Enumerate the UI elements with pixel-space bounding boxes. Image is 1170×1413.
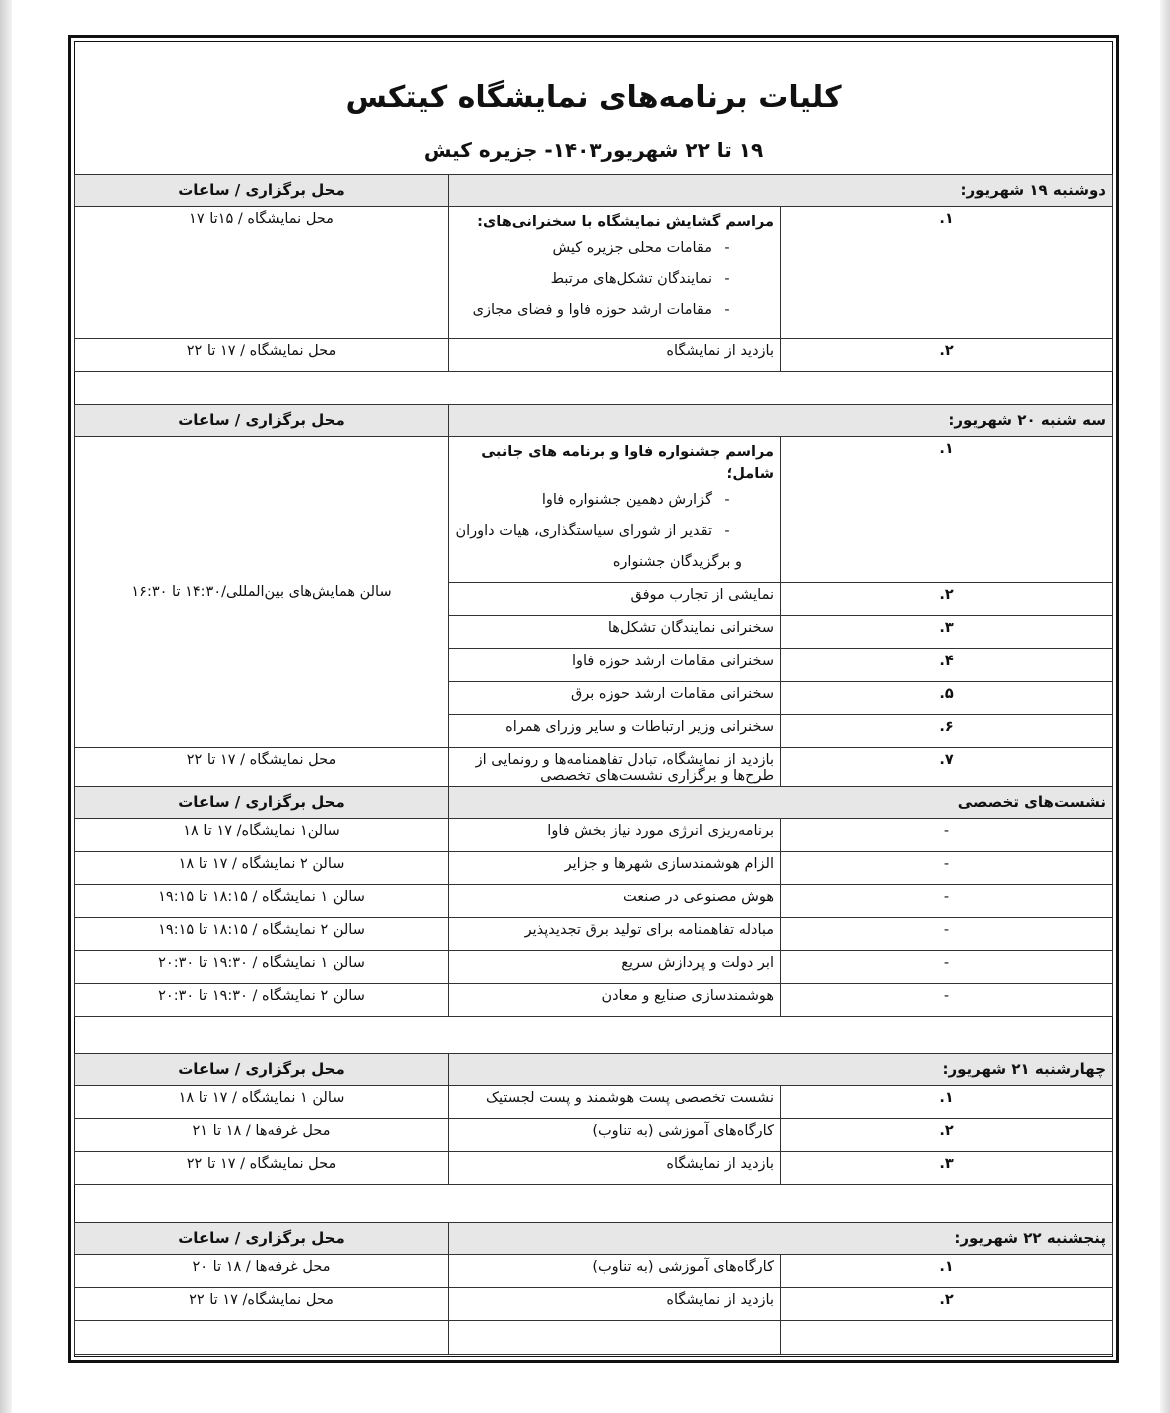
page-shadow-left bbox=[0, 0, 12, 1413]
day3-header-row bbox=[75, 1054, 1113, 1086]
item-description bbox=[449, 207, 781, 339]
item-description: بازدید از نمایشگاه، تبادل تفاهمنامه‌ها و رونمایی از طرح‌ها و برگزاری نشست‌های تخصصی bbox=[449, 748, 781, 794]
item-location: محل غرفه‌ها / ۱۸ تا ۲۰ bbox=[75, 1255, 449, 1288]
item-location: محل نمایشگاه / ۱۷ تا ۲۲ bbox=[75, 1152, 449, 1185]
page-shadow-right bbox=[1160, 0, 1170, 1413]
day3-heading: چهارشنبه ۲۱ شهریور: bbox=[449, 1054, 1113, 1086]
bullet-dash: - bbox=[781, 951, 1113, 984]
table-row bbox=[75, 918, 1113, 951]
session-location: سالن۱ نمایشگاه/ ۱۷ تا ۱۸ bbox=[75, 819, 449, 852]
item-location: محل نمایشگاه / ۱۵تا ۱۷ bbox=[75, 207, 449, 339]
item-location: محل نمایشگاه / ۱۷ تا ۲۲ bbox=[75, 339, 449, 372]
item-description: سخنرانی وزیر ارتباطات و سایر وزرای همراه bbox=[449, 715, 781, 748]
day2-header-row bbox=[75, 405, 1113, 437]
empty-cell bbox=[449, 1321, 781, 1355]
item-description: بازدید از نمایشگاه bbox=[449, 1152, 781, 1185]
item-description: کارگاه‌های آموزشی (به تناوب) bbox=[449, 1255, 781, 1288]
bullet-dash: - bbox=[781, 918, 1113, 951]
list-item: -گزارش دهمین جشنواره فاوا bbox=[541, 492, 730, 508]
item-number: ۵. bbox=[781, 682, 1113, 715]
table-row bbox=[75, 1255, 1113, 1288]
item-description: نشست تخصصی پست هوشمند و پست لجستیک bbox=[449, 1086, 781, 1119]
table-row bbox=[75, 437, 1113, 583]
bullet-dash: - bbox=[781, 819, 1113, 852]
table-row bbox=[75, 984, 1113, 1017]
table-row bbox=[75, 885, 1113, 918]
document-frame bbox=[68, 35, 1119, 1363]
item-number: ۱. bbox=[781, 207, 1113, 339]
empty-cell bbox=[75, 1321, 449, 1355]
sessions-heading: نشست‌های تخصصی bbox=[449, 787, 1113, 819]
location-header: محل برگزاری / ساعات bbox=[75, 787, 449, 819]
item-number: ۳. bbox=[781, 1152, 1113, 1185]
table-row bbox=[75, 1152, 1113, 1185]
table-row bbox=[75, 951, 1113, 984]
location-header: محل برگزاری / ساعات bbox=[75, 405, 449, 437]
table-row bbox=[75, 1288, 1113, 1321]
session-location: سالن ۲ نمایشگاه / ۱۸:۱۵ تا ۱۹:۱۵ bbox=[75, 918, 449, 951]
table-row bbox=[75, 1086, 1113, 1119]
item-number: ۴. bbox=[781, 649, 1113, 682]
item-number: ۲. bbox=[781, 583, 1113, 616]
table-row bbox=[75, 207, 1113, 339]
item-description: بازدید از نمایشگاه bbox=[449, 339, 781, 372]
list-item: -مقامات ارشد حوزه فاوا و فضای مجازی bbox=[472, 302, 730, 318]
day1-heading: دوشنبه ۱۹ شهریور: bbox=[449, 175, 1113, 207]
item-location: محل نمایشگاه/ ۱۷ تا ۲۲ bbox=[75, 1288, 449, 1321]
shared-location: سالن همایش‌های بین‌المللی/۱۴:۳۰ تا ۱۶:۳۰ bbox=[75, 437, 449, 748]
session-title: مبادله تفاهمنامه برای تولید برق تجدیدپذیر bbox=[449, 918, 781, 951]
session-location: سالن ۱ نمایشگاه / ۱۸:۱۵ تا ۱۹:۱۵ bbox=[75, 885, 449, 918]
document-subtitle: ۱۹ تا ۲۲ شهریور۱۴۰۳- جزیره کیش bbox=[423, 138, 764, 162]
list-item: -مقامات محلی جزیره کیش bbox=[552, 240, 730, 256]
table-row bbox=[75, 852, 1113, 885]
bullet-dash: - bbox=[781, 885, 1113, 918]
session-location: سالن ۱ نمایشگاه / ۱۹:۳۰ تا ۲۰:۳۰ bbox=[75, 951, 449, 984]
item-number: ۲. bbox=[781, 1288, 1113, 1321]
table-row bbox=[75, 1119, 1113, 1152]
item-description: سخنرانی نمایندگان تشکل‌ها bbox=[449, 616, 781, 649]
item-number: ۳. bbox=[781, 616, 1113, 649]
item-location: محل غرفه‌ها / ۱۸ تا ۲۱ bbox=[75, 1119, 449, 1152]
item-description: بازدید از نمایشگاه bbox=[449, 1288, 781, 1321]
session-title: الزام هوشمندسازی شهرها و جزایر bbox=[449, 852, 781, 885]
session-title: هوش مصنوعی در صنعت bbox=[449, 885, 781, 918]
day1-table bbox=[74, 174, 1113, 372]
item-number: ۱. bbox=[781, 1255, 1113, 1288]
day2-heading: سه شنبه ۲۰ شهریور: bbox=[449, 405, 1113, 437]
item-number: ۲. bbox=[781, 1119, 1113, 1152]
document-title: کلیات برنامه‌های نمایشگاه کیتکس bbox=[345, 80, 842, 115]
item-number: ۱. bbox=[781, 1086, 1113, 1119]
sessions-header-row bbox=[75, 787, 1113, 819]
day2-table bbox=[74, 404, 1113, 794]
item-description: سخنرانی مقامات ارشد حوزه فاوا bbox=[449, 649, 781, 682]
bullet-dash: - bbox=[781, 984, 1113, 1017]
session-location: سالن ۲ نمایشگاه / ۱۷ تا ۱۸ bbox=[75, 852, 449, 885]
sub-list bbox=[455, 233, 774, 326]
item-text: مراسم گشایش نمایشگاه با سخنرانی‌های: bbox=[477, 214, 774, 230]
item-location: محل نمایشگاه / ۱۷ تا ۲۲ bbox=[75, 748, 449, 794]
bullet-dash: - bbox=[781, 852, 1113, 885]
item-number: ۲. bbox=[781, 339, 1113, 372]
table-row bbox=[75, 819, 1113, 852]
item-number: ۷. bbox=[781, 748, 1113, 794]
item-description: سخنرانی مقامات ارشد حوزه برق bbox=[449, 682, 781, 715]
day4-header-row bbox=[75, 1223, 1113, 1255]
list-item: -تقدیر از شورای سیاستگذاری، هیات داوران و برگزیدگان جشنواره bbox=[455, 523, 742, 570]
location-header: محل برگزاری / ساعات bbox=[75, 1054, 449, 1086]
sessions-table bbox=[74, 786, 1113, 1017]
session-title: ابر دولت و پردازش سریع bbox=[449, 951, 781, 984]
session-title: هوشمندسازی صنایع و معادن bbox=[449, 984, 781, 1017]
item-number: ۱. bbox=[781, 437, 1113, 583]
day3-table bbox=[74, 1053, 1113, 1185]
item-description: کارگاه‌های آموزشی (به تناوب) bbox=[449, 1119, 781, 1152]
location-header: محل برگزاری / ساعات bbox=[75, 1223, 449, 1255]
sub-list bbox=[455, 485, 774, 578]
item-description: نمایشی از تجارب موفق bbox=[449, 583, 781, 616]
item-number: ۶. bbox=[781, 715, 1113, 748]
session-location: سالن ۲ نمایشگاه / ۱۹:۳۰ تا ۲۰:۳۰ bbox=[75, 984, 449, 1017]
item-description bbox=[449, 437, 781, 583]
session-title: برنامه‌ریزی انرژی مورد نیاز بخش فاوا bbox=[449, 819, 781, 852]
empty-cell bbox=[781, 1321, 1113, 1355]
item-text: مراسم جشنواره فاوا و برنامه های جانبی شامل؛ bbox=[481, 444, 774, 482]
document-inner-frame bbox=[74, 41, 1113, 1357]
list-item: -نمایندگان تشکل‌های مرتبط bbox=[550, 271, 730, 287]
table-row bbox=[75, 339, 1113, 372]
table-row bbox=[75, 1321, 1113, 1355]
day1-header-row bbox=[75, 175, 1113, 207]
location-header: محل برگزاری / ساعات bbox=[75, 175, 449, 207]
day4-heading: پنجشنبه ۲۲ شهریور: bbox=[449, 1223, 1113, 1255]
item-location: سالن ۱ نمایشگاه / ۱۷ تا ۱۸ bbox=[75, 1086, 449, 1119]
day4-table bbox=[74, 1222, 1113, 1355]
